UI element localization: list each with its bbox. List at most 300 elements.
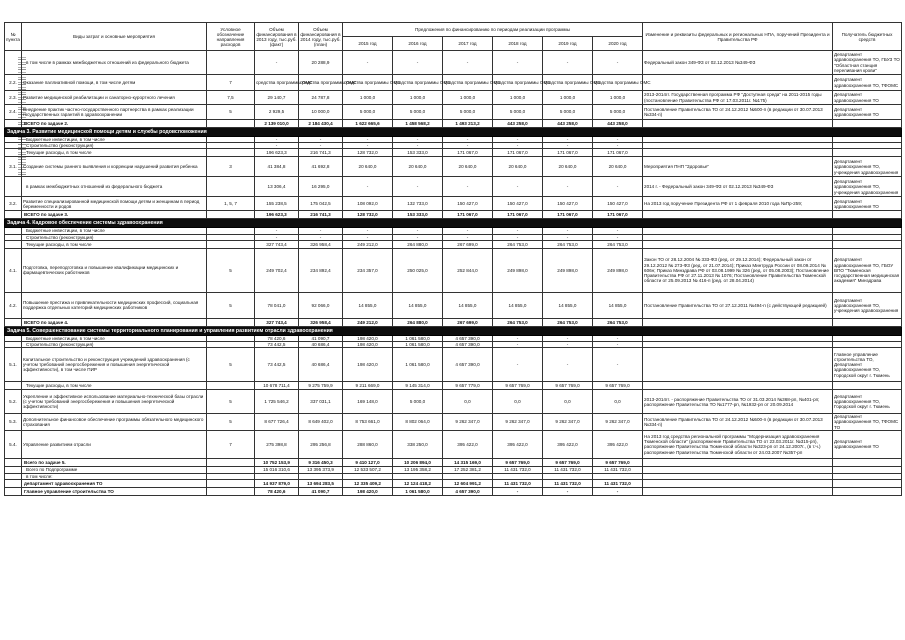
- legal-basis: [643, 211, 833, 219]
- amount-cell: 13 694 283,5: [299, 480, 343, 488]
- amount-cell: 9 657 769,0: [593, 458, 643, 466]
- amount-cell: 20 288,9: [299, 51, 343, 75]
- amount-cell: 14 855,0: [543, 292, 593, 318]
- total-row: [5, 211, 902, 219]
- direction-code: [207, 120, 255, 128]
- recipient: Департамент здравоохранения ТО: [833, 105, 902, 120]
- recipient: [833, 211, 902, 219]
- row-description: Строительство (реконструкция): [22, 234, 207, 240]
- amount-cell: 9 211 669,0: [343, 382, 393, 390]
- amount-cell: 16 295,0: [299, 177, 343, 197]
- amount-cell: средства программы ОМС: [393, 75, 443, 91]
- legal-basis: 2014 г. - Федеральный закон 349-ФЗ от 02.12.2013 №349-ФЗ: [643, 177, 833, 197]
- table-row: [5, 248, 902, 292]
- row-description: Текущие расходы, в том числе: [22, 149, 207, 157]
- amount-cell: 10 206 894,0: [393, 458, 443, 466]
- amount-cell: 2 139 010,0: [255, 120, 299, 128]
- row-number: 3.1.: [5, 157, 22, 177]
- amount-cell: 155 238,5: [255, 197, 299, 211]
- amount-cell: 443 258,0: [493, 120, 543, 128]
- row-description: Строительство (реконструкция): [22, 342, 207, 348]
- amount-cell: 1 622 665,6: [343, 120, 393, 128]
- amount-cell: 9 657 779,0: [443, 382, 493, 390]
- direction-code: [207, 318, 255, 326]
- amount-cell: 9 657 769,0: [493, 382, 543, 390]
- amount-cell: средства программы ОМС: [443, 75, 493, 91]
- recipient: [833, 318, 902, 326]
- amount-cell: 14 855,0: [393, 292, 443, 318]
- section-row: [5, 219, 902, 228]
- amount-cell: 5 000,0: [393, 390, 443, 414]
- amount-cell: 150 427,0: [493, 197, 543, 211]
- row-number: [5, 51, 22, 75]
- row-description: Строительство (реконструкция): [22, 143, 207, 149]
- amount-cell: 9 657 769,0: [593, 382, 643, 390]
- amount-cell: -: [493, 137, 543, 143]
- amount-cell: 15 016 310,6: [255, 466, 299, 473]
- amount-cell: 12 335 409,2: [343, 480, 393, 488]
- amount-cell: -: [255, 143, 299, 149]
- row-description: департамент здравоохранения ТО: [22, 480, 207, 488]
- amount-cell: 8 677 726,4: [255, 414, 299, 431]
- row-number: 5.1.: [5, 348, 22, 382]
- amount-cell: 198 420,0: [343, 348, 393, 382]
- recipient: [833, 466, 902, 473]
- amount-cell: -: [343, 51, 393, 75]
- row-number: [5, 177, 22, 197]
- amount-cell: 1 061 580,0: [393, 335, 443, 341]
- amount-cell: 9 275 759,9: [299, 382, 343, 390]
- amount-cell: 11 431 732,0: [593, 466, 643, 473]
- amount-cell: 198 420,0: [343, 335, 393, 341]
- amount-cell: 264 753,0: [493, 318, 543, 326]
- amount-cell: -: [443, 143, 493, 149]
- row-number: 2.4.: [5, 105, 22, 120]
- direction-code: [207, 149, 255, 157]
- row-number: [5, 240, 22, 248]
- amount-cell: 175 042,5: [299, 197, 343, 211]
- legal-basis: Постановление Правительства ТО от 24.12.2012 №500-п (в редакции от 30.07.2013 №334-п): [643, 105, 833, 120]
- amount-cell: -: [255, 228, 299, 234]
- amount-cell: 14 855,0: [593, 292, 643, 318]
- table-row: [5, 91, 902, 105]
- total-row: [5, 480, 902, 488]
- table-row: [5, 197, 902, 211]
- legal-basis: [643, 480, 833, 488]
- row-description: Бюджетные инвестиции, в том числе: [22, 335, 207, 341]
- row-description: Повышение престижа и привлекательности медицинских профессий, социальная поддержка отдельных категорий медицинских работников: [22, 292, 207, 318]
- amount-cell: 108 092,0: [343, 197, 393, 211]
- recipient: [833, 480, 902, 488]
- header-2013: Объем финансирования в 2013 году, тыс.руб.(факт): [255, 23, 299, 51]
- amount-cell: 264 753,0: [493, 240, 543, 248]
- total-row: [5, 458, 902, 466]
- amount-cell: 14 315 169,0: [443, 458, 493, 466]
- amount-cell: 249 898,0: [493, 248, 543, 292]
- row-description: Всего по Подпрограмме: [22, 466, 207, 473]
- legal-basis: 2013-2014гг. - распоряжение Правительства ТО от 31.03.2014 №368-рп, №401-рп; распоряжение Правительства ТО №1777-рп, №1932-рп от 20.09.2014: [643, 390, 833, 414]
- amount-cell: 395 422,0: [593, 430, 643, 458]
- amount-cell: 73 442,5: [255, 342, 299, 348]
- row-description: Бюджетные инвестиции, в том числе: [22, 137, 207, 143]
- table-row: [5, 390, 902, 414]
- row-number: [5, 211, 22, 219]
- amount-cell: 264 753,0: [593, 240, 643, 248]
- amount-cell: -: [543, 228, 593, 234]
- amount-cell: 5 000,0: [543, 105, 593, 120]
- table-row: [5, 382, 902, 390]
- row-description: Капитальное строительство и реконструкция учреждений здравоохранения (с учетом требований энергосбережения и повышения энергетической эффективности), в том числе ПИР: [22, 348, 207, 382]
- amount-cell: 1 000,0: [343, 91, 393, 105]
- legal-basis: [643, 458, 833, 466]
- amount-cell: -: [493, 177, 543, 197]
- row-description: Внедрение практик частно-государственного партнерства в рамках реализации государственных гарантий в здравоохранении: [22, 105, 207, 120]
- legal-basis: 2013-2014гг. Государственная программа РФ "Доступная среда" на 2011-2015 годы (постановление Правительства РФ от 17.03.2011г. №175): [643, 91, 833, 105]
- amount-cell: 1 000,0: [443, 91, 493, 105]
- amount-cell: -: [443, 137, 493, 143]
- amount-cell: -: [543, 143, 593, 149]
- amount-cell: 4 657 390,0: [443, 348, 493, 382]
- amount-cell: -: [393, 143, 443, 149]
- amount-cell: 41 692,8: [299, 157, 343, 177]
- direction-code: 5: [207, 105, 255, 120]
- amount-cell: -: [543, 177, 593, 197]
- amount-cell: 9 145 314,0: [393, 382, 443, 390]
- row-description: Текущие расходы, в том числе: [22, 240, 207, 248]
- legal-basis: [643, 75, 833, 91]
- amount-cell: 0,0: [493, 390, 543, 414]
- amount-cell: 267 699,0: [443, 240, 493, 248]
- amount-cell: 249 898,0: [543, 248, 593, 292]
- recipient: [833, 488, 902, 496]
- amount-cell: 337 031,1: [299, 390, 343, 414]
- header-num: № пункта: [5, 23, 22, 51]
- amount-cell: 9 316 450,3: [299, 458, 343, 466]
- amount-cell: средства программы ОМС: [299, 75, 343, 91]
- amount-cell: 5 000,0: [443, 105, 493, 120]
- amount-cell: 10 752 153,9: [255, 458, 299, 466]
- amount-cell: 78 041,0: [255, 292, 299, 318]
- row-description: в том числе:: [22, 473, 207, 479]
- amount-cell: -: [593, 342, 643, 348]
- amount-cell: 171 067,0: [543, 149, 593, 157]
- amount-cell: 264 753,0: [543, 318, 593, 326]
- amount-cell: 264 880,0: [393, 318, 443, 326]
- row-description: ВСЕГО по задаче 3.: [22, 211, 207, 219]
- header-year: 2017 год: [443, 37, 493, 51]
- direction-code: 7: [207, 75, 255, 91]
- amount-cell: 0,0: [443, 390, 493, 414]
- amount-cell: -: [593, 488, 643, 496]
- amount-cell: -: [343, 234, 393, 240]
- row-description: Дополнительное финансовое обеспечение программы обязательного медицинского страхования: [22, 414, 207, 431]
- header-year: 2018 год: [493, 37, 543, 51]
- table-row: [5, 292, 902, 318]
- row-description: Текущие расходы, в том числе: [22, 382, 207, 390]
- amount-cell: 4 657 390,0: [443, 488, 493, 496]
- amount-cell: 295 256,8: [299, 430, 343, 458]
- row-number: 3.2.: [5, 197, 22, 211]
- amount-cell: 10 000,0: [299, 105, 343, 120]
- table-row: [5, 51, 902, 75]
- amount-cell: 13 306,4: [255, 177, 299, 197]
- amount-cell: 73 442,5: [255, 348, 299, 382]
- recipient: Главное управление строительства ТО, Департамент здравоохранения ТО, Городской округ г. Тюмень: [833, 348, 902, 382]
- amount-cell: 327 743,4: [255, 240, 299, 248]
- amount-cell: 249 212,0: [343, 318, 393, 326]
- amount-cell: -: [593, 335, 643, 341]
- recipient: Департамент здравоохранения ТО, ТФОМС: [833, 75, 902, 91]
- amount-cell: -: [593, 348, 643, 382]
- recipient: Департамент здравоохранения ТО, учреждения здравоохранения: [833, 292, 902, 318]
- amount-cell: -: [343, 177, 393, 197]
- amount-cell: 9 657 769,0: [543, 458, 593, 466]
- row-description: Развитие медицинской реабилитации и санаторно-курортного лечения: [22, 91, 207, 105]
- direction-code: 3: [207, 157, 255, 177]
- amount-cell: -: [443, 234, 493, 240]
- legal-basis: [643, 240, 833, 248]
- amount-cell: -: [299, 228, 343, 234]
- recipient: Департамент здравоохранения ТО, учреждения здравоохранения: [833, 157, 902, 177]
- amount-cell: 24 787,8: [299, 91, 343, 105]
- total-row: [5, 318, 902, 326]
- table-row: [5, 177, 902, 197]
- amount-cell: средства программы ОМС: [343, 75, 393, 91]
- amount-cell: 1 061 580,0: [393, 348, 443, 382]
- legal-basis: [643, 466, 833, 473]
- amount-cell: средства программы ОМС: [493, 75, 543, 91]
- amount-cell: -: [593, 177, 643, 197]
- amount-cell: 264 753,0: [543, 240, 593, 248]
- total-row: [5, 488, 902, 496]
- amount-cell: 20 640,0: [493, 157, 543, 177]
- amount-cell: 250 025,0: [393, 248, 443, 292]
- amount-cell: 11 431 732,0: [493, 466, 543, 473]
- amount-cell: 171 067,0: [493, 211, 543, 219]
- amount-cell: 9 657 769,0: [493, 458, 543, 466]
- row-number: 2.3.: [5, 91, 22, 105]
- amount-cell: -: [255, 234, 299, 240]
- amount-cell: -: [493, 228, 543, 234]
- amount-cell: 41 090,7: [299, 335, 343, 341]
- section-row: [5, 326, 902, 335]
- amount-cell: -: [493, 234, 543, 240]
- amount-cell: 9 410 127,0: [343, 458, 393, 466]
- amount-cell: 327 743,4: [255, 318, 299, 326]
- recipient: Департамент здравоохранения ТО, ГБОУ ВПО "Тюменская государственная медицинская академия" Минздрава: [833, 248, 902, 292]
- amount-cell: 171 067,0: [443, 211, 493, 219]
- amount-cell: 8 802 064,0: [393, 414, 443, 431]
- header-2014: Объем финансирования в 2014 году, тыс.руб.(план): [299, 23, 343, 51]
- amount-cell: 5 000,0: [393, 105, 443, 120]
- amount-cell: 9 262 347,0: [593, 414, 643, 431]
- header-year: 2016 год: [393, 37, 443, 51]
- amount-cell: 196 623,3: [255, 149, 299, 157]
- table-row: [5, 105, 902, 120]
- table-row: [5, 149, 902, 157]
- amount-cell: 171 067,0: [593, 149, 643, 157]
- amount-cell: -: [543, 348, 593, 382]
- row-description: Развитие специализированной медицинской помощи детям и женщинам в период беременности и родов: [22, 197, 207, 211]
- amount-cell: 288 860,0: [343, 430, 393, 458]
- amount-cell: 4 657 390,0: [443, 342, 493, 348]
- amount-cell: 216 741,3: [299, 211, 343, 219]
- amount-cell: -: [343, 228, 393, 234]
- direction-code: 5: [207, 414, 255, 431]
- amount-cell: 9 262 347,0: [443, 414, 493, 431]
- recipient: Департамент здравоохранения ТО: [833, 197, 902, 211]
- financing-table: [4, 22, 902, 496]
- amount-cell: -: [343, 143, 393, 149]
- amount-cell: -: [393, 177, 443, 197]
- legal-basis: Постановление Правительства ТО от 27.12.2011 №494-п (с действующей редакцией): [643, 292, 833, 318]
- amount-cell: 153 333,0: [393, 149, 443, 157]
- row-number: [5, 382, 22, 390]
- amount-cell: 395 422,0: [543, 430, 593, 458]
- amount-cell: -: [443, 51, 493, 75]
- amount-cell: 2 929,5: [255, 105, 299, 120]
- amount-cell: 40 686,4: [299, 348, 343, 382]
- row-description: Подготовка, переподготовка и повышение квалификации медицинских и фармацевтических работников: [22, 248, 207, 292]
- amount-cell: 1 000,0: [593, 91, 643, 105]
- row-number: [5, 149, 22, 157]
- amount-cell: 10 678 711,4: [255, 382, 299, 390]
- legal-basis: [643, 488, 833, 496]
- amount-cell: -: [543, 488, 593, 496]
- table-row: [5, 75, 902, 91]
- amount-cell: 2 184 430,4: [299, 120, 343, 128]
- recipient: Департамент здравоохранения ТО, ТФОМС ТО: [833, 414, 902, 431]
- legal-basis: Закон ТО от 28.12.2004 № 333-ФЗ (ред. от 29.12.2014); Федеральный закон от 29.12.2012 № 273-ФЗ (ред. от 21.07.2014); Приказ Минтруда России от 08.09.2014 № 606н; Приказ Минздрава РФ от 03.08.1999 № 326 (ред. от 05.08.2003); Постановление Правительства РФ от 27.11.2013 № 1076; Постановление Правительства Тюменской области от 25.09.2013 № 416-п (ред. от 28.04.2014): [643, 248, 833, 292]
- amount-cell: 169 148,0: [343, 390, 393, 414]
- recipient: [833, 382, 902, 390]
- amount-cell: 14 937 879,0: [255, 480, 299, 488]
- amount-cell: 198 420,0: [343, 342, 393, 348]
- amount-cell: 1 458 568,2: [393, 120, 443, 128]
- amount-cell: 20 640,0: [593, 157, 643, 177]
- amount-cell: 0,0: [543, 390, 593, 414]
- amount-cell: -: [593, 137, 643, 143]
- row-description: Укрепление и эффективное использование материально-технической базы отрасли (с учетом требований энергосбережения и повышения энергетической эффективности): [22, 390, 207, 414]
- row-number: 5.3.: [5, 414, 22, 431]
- amount-cell: -: [393, 234, 443, 240]
- row-number: 5.2.: [5, 390, 22, 414]
- amount-cell: 171 067,0: [543, 211, 593, 219]
- amount-cell: 171 067,0: [593, 211, 643, 219]
- recipient: [833, 458, 902, 466]
- amount-cell: -: [493, 488, 543, 496]
- amount-cell: 8 649 402,0: [299, 414, 343, 431]
- amount-cell: 196 623,3: [255, 211, 299, 219]
- amount-cell: средства программы ОМС: [255, 75, 299, 91]
- table-row: [5, 240, 902, 248]
- amount-cell: -: [493, 348, 543, 382]
- amount-cell: 5 000,0: [343, 105, 393, 120]
- direction-code: 1, 5, 7: [207, 197, 255, 211]
- amount-cell: 267 699,0: [443, 318, 493, 326]
- amount-cell: 1 725 546,2: [255, 390, 299, 414]
- amount-cell: -: [593, 234, 643, 240]
- header-recipient: Получатель бюджетных средств: [833, 23, 902, 51]
- amount-cell: -: [543, 137, 593, 143]
- row-description: Создание системы раннего выявления и коррекции нарушений развития ребенка: [22, 157, 207, 177]
- amount-cell: 153 333,0: [393, 211, 443, 219]
- amount-cell: -: [393, 228, 443, 234]
- amount-cell: 14 855,0: [443, 292, 493, 318]
- amount-cell: 9 262 347,0: [493, 414, 543, 431]
- row-number: [5, 458, 22, 466]
- amount-cell: 171 067,0: [493, 149, 543, 157]
- amount-cell: -: [593, 143, 643, 149]
- direction-code: [207, 177, 255, 197]
- amount-cell: средства программы ОМС: [593, 75, 643, 91]
- table-row: [5, 466, 902, 473]
- recipient: Департамент здравоохранения ТО, Городской округ г. Тюмень: [833, 390, 902, 414]
- recipient: Департамент здравоохранения ТО: [833, 430, 902, 458]
- amount-cell: 17 252 381,2: [443, 466, 493, 473]
- row-number: 5.4.: [5, 430, 22, 458]
- amount-cell: 11 431 732,0: [543, 466, 593, 473]
- amount-cell: 216 741,3: [299, 149, 343, 157]
- amount-cell: 264 753,0: [593, 318, 643, 326]
- section-title: Задача 5. Совершенствование системы территориального планирования и управления развитием отрасли здравоохранения: [5, 326, 902, 335]
- row-description: в рамках межбюджетных отношений из федерального бюджета: [22, 177, 207, 197]
- total-row: [5, 120, 902, 128]
- amount-cell: -: [593, 51, 643, 75]
- amount-cell: 234 892,4: [299, 248, 343, 292]
- amount-cell: 128 732,0: [343, 149, 393, 157]
- amount-cell: -: [255, 137, 299, 143]
- row-description: Главное управление строительства ТО: [22, 488, 207, 496]
- section-row: [5, 128, 902, 137]
- direction-code: 7: [207, 430, 255, 458]
- row-number: [5, 488, 22, 496]
- amount-cell: 40 686,4: [299, 342, 343, 348]
- amount-cell: 198 420,0: [343, 488, 393, 496]
- legal-basis: Постановление Правительства ТО от 24.12.2012 №500-п (в редакции от 30.07.2013 №334-п): [643, 414, 833, 431]
- direction-code: [207, 382, 255, 390]
- table-row: [5, 348, 902, 382]
- amount-cell: 443 258,0: [543, 120, 593, 128]
- amount-cell: -: [255, 51, 299, 75]
- amount-cell: 249 898,0: [593, 248, 643, 292]
- recipient: [833, 240, 902, 248]
- amount-cell: 264 880,0: [393, 240, 443, 248]
- direction-code: [207, 488, 255, 496]
- amount-cell: 20 640,0: [343, 157, 393, 177]
- amount-cell: 11 431 732,0: [593, 480, 643, 488]
- amount-cell: -: [299, 143, 343, 149]
- row-description: Управление развитием отрасли: [22, 430, 207, 458]
- amount-cell: 11 431 732,0: [493, 480, 543, 488]
- header-code: Условное обозначение направления расходов: [207, 23, 255, 51]
- row-description: в том числе в рамках межбюджетных отношений из федерального бюджета: [22, 51, 207, 75]
- amount-cell: -: [493, 335, 543, 341]
- amount-cell: 338 250,0: [393, 430, 443, 458]
- row-number: [5, 466, 22, 473]
- amount-cell: 92 066,0: [299, 292, 343, 318]
- amount-cell: -: [593, 228, 643, 234]
- legal-basis: Мероприятия ПНП "Здоровье": [643, 157, 833, 177]
- direction-code: 5: [207, 348, 255, 382]
- row-number: 4.1.: [5, 248, 22, 292]
- amount-cell: 9 657 769,0: [543, 382, 593, 390]
- amount-cell: 1 061 580,0: [393, 342, 443, 348]
- row-number: [5, 480, 22, 488]
- table-row: [5, 430, 902, 458]
- amount-cell: 150 427,0: [543, 197, 593, 211]
- amount-cell: 171 067,0: [443, 149, 493, 157]
